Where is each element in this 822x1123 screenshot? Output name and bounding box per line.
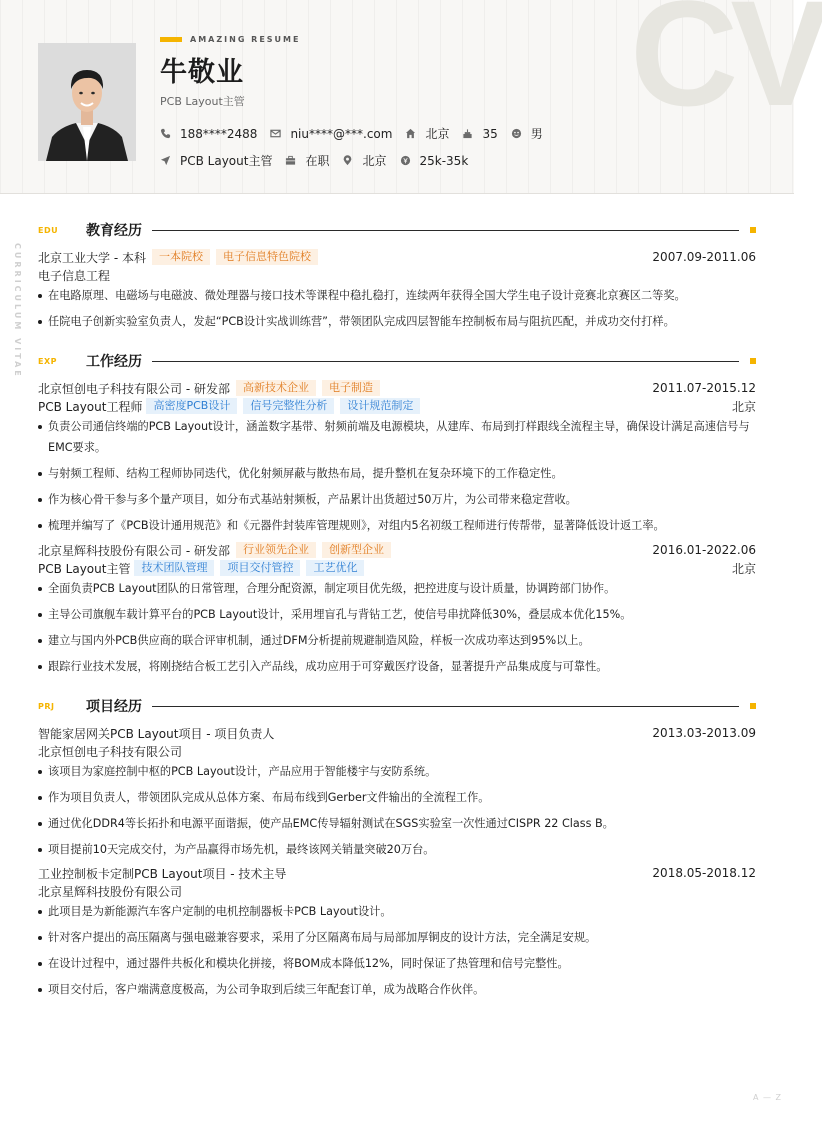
school-tag: 一本院校 [152,249,210,265]
intent-position-text: PCB Layout主管 [180,154,273,168]
work-entry [38,380,756,541]
job-role: PCB Layout工程师 [38,399,143,414]
gender-item [511,125,543,142]
project-entry-header [38,725,756,741]
project-date: 2018.05-2018.12 [652,866,756,880]
list-item: 项目交付后，客户端满意度极高，为公司争取到后续三年配套订单，成为战略合作伙伴。 [38,979,756,1000]
phone-text: 188****2488 [180,126,258,141]
company-tag: 行业领先企业 [236,542,316,558]
section-title: 工作经历 [86,354,142,370]
portrait-image [38,43,136,161]
footer-mark: A — Z [753,1093,783,1102]
work-city: 北京 [731,561,756,576]
project-name: 工业控制板卡定制PCB Layout项目 - 技术主导 [38,866,287,881]
project-date: 2013.03-2013.09 [652,726,756,740]
candidate-name: 牛敬业 [160,57,244,88]
skill-tag: 项目交付管控 [220,560,300,576]
project-bullets [38,761,756,860]
school-name: 北京工业大学 - 本科 [38,250,146,265]
intent-city-text: 北京 [362,154,387,168]
resume-header [0,0,822,194]
project-entry-header [38,865,756,881]
work-section-header [38,351,756,371]
gender-icon [511,128,522,139]
project-entry [38,725,756,865]
education-entry [38,249,756,337]
work-bullets [38,578,756,677]
home-icon [405,128,416,139]
intent-city-item [342,152,386,169]
accent-bar [160,37,182,42]
work-date: 2011.07-2015.12 [652,381,756,395]
contact-row [160,125,556,142]
project-company-row [38,883,756,899]
list-item: 跟踪行业技术发展，将刚挠结合板工艺引入产品线，成功应用于可穿戴医疗设备，显著提升产品集成度与可靠性。 [38,656,756,677]
skill-tag: 设计规范制定 [340,398,420,414]
education-section-header [38,220,756,240]
work-role-row [38,560,756,576]
send-icon [160,155,171,166]
resume-tagline [160,35,300,44]
education-bullets [38,285,756,332]
work-entry [38,542,756,682]
briefcase-icon [285,155,296,166]
project-company: 北京恒创电子科技有限公司 [38,744,183,759]
tagline-text: AMAZING RESUME [190,35,301,44]
list-item: 在设计过程中，通过器件共板化和模块化拼接，将BOM成本降低12%，同时保证了热管理和信号完整性。 [38,953,756,974]
section-abbr: EDU [38,225,59,235]
company-name: 北京恒创电子科技有限公司 - 研发部 [38,381,230,396]
project-company: 北京星辉科技股份有限公司 [38,884,183,899]
location-pin-icon [342,155,353,166]
project-company-row [38,743,756,759]
section-divider [152,361,739,362]
email-item [270,127,392,141]
intent-position-item [160,152,272,169]
list-item: 针对客户提出的高压隔离与强电磁兼容要求，采用了分区隔离布局与局部加厚铜皮的设计方法，完全满足安规。 [38,927,756,948]
salary-item [400,154,469,168]
list-item: 任院电子创新实验室负责人，发起“PCB设计实战训练营”，带领团队完成四层智能车控制板布局与阻抗匹配，并成功交付打样。 [38,311,756,332]
list-item: 项目提前10天完成交付，为产品赢得市场先机，最终该网关销量突破20万台。 [38,839,756,860]
salary-text: 25k-35k [419,153,469,168]
list-item: 与射频工程师、结构工程师协同迭代，优化射频屏蔽与散热布局，提升整机在复杂环境下的工作稳定性。 [38,463,756,484]
list-item: 作为项目负责人，带领团队完成从总体方案、布局布线到Gerber文件输出的全流程工作。 [38,787,756,808]
job-intent-row [160,152,481,169]
work-date: 2016.01-2022.06 [652,543,756,557]
company-name: 北京星辉科技股份有限公司 - 研发部 [38,543,230,558]
mail-icon [270,128,281,139]
residence-text: 北京 [425,127,450,141]
job-status-text: 在职 [305,154,330,168]
list-item: 该项目为家庭控制中枢的PCB Layout设计，产品应用于智能楼宇与安防系统。 [38,761,756,782]
major: 电子信息工程 [38,268,111,283]
profile-photo [38,43,136,161]
list-item: 负责公司通信终端的PCB Layout设计，涵盖数字基带、射频前端及电源模块，从建库、布局到打样跟线全流程主导，确保设计满足高速信号与EMC要求。 [38,416,756,458]
list-item: 在电路原理、电磁场与电磁波、微处理器与接口技术等课程中稳扎稳打，连续两年获得全国大学生电子设计竞赛北京赛区二等奖。 [38,285,756,306]
section-title: 教育经历 [86,223,142,239]
work-city: 北京 [731,399,756,414]
work-role-row [38,398,756,414]
age-item [462,127,497,141]
list-item: 通过优化DDR4等长拓扑和电源平面谐振，使产品EMC传导辐射测试在SGS实验室一次性通过CISPR 22 Class B。 [38,813,756,834]
company-tag: 高新技术企业 [236,380,316,396]
list-item: 作为核心骨干参与多个量产项目，如分布式基站射频板，产品累计出货超过50万片，为公司带来稳定营收。 [38,489,756,510]
section-title: 项目经历 [86,699,142,715]
project-name: 智能家居网关PCB Layout项目 - 项目负责人 [38,726,275,741]
coin-icon [400,155,411,166]
cake-icon [462,128,473,139]
section-dot [750,703,756,709]
age-text: 35 [482,126,498,141]
gender-text: 男 [530,127,543,141]
list-item: 全面负责PCB Layout团队的日常管理，合理分配资源，制定项目优先级，把控进度与设计质量，协调跨部门协作。 [38,578,756,599]
list-item: 此项目是为新能源汽车客户定制的电机控制器板卡PCB Layout设计。 [38,901,756,922]
job-role: PCB Layout主管 [38,561,131,576]
school-tag: 电子信息特色院校 [216,249,318,265]
side-vertical-label: CURRICULUM VITAE [13,243,22,379]
list-item: 建立与国内外PCB供应商的联合评审机制，通过DFM分析提前规避制造风险，样板一次成功率达到95%以上。 [38,630,756,651]
skill-tag: 信号完整性分析 [243,398,334,414]
job-status-item [285,152,329,169]
project-entry [38,865,756,1005]
project-bullets [38,901,756,1000]
section-abbr: PRJ [38,701,55,711]
education-entry-header [38,249,756,265]
phone-item [160,127,257,141]
email-text: niu****@***.com [290,126,393,141]
work-bullets [38,416,756,536]
section-divider [152,706,739,707]
company-tag: 电子制造 [322,380,380,396]
section-abbr: EXP [38,356,57,366]
candidate-position: PCB Layout主管 [160,95,245,108]
skill-tag: 高密度PCB设计 [146,398,237,414]
list-item: 主导公司旗舰车载计算平台的PCB Layout设计，采用埋盲孔与背钻工艺，使信号串扰降低30%，叠层成本优化15%。 [38,604,756,625]
residence-item [405,125,449,142]
project-section-header [38,696,756,716]
cv-watermark: CV [630,0,822,137]
skill-tag: 技术团队管理 [134,560,214,576]
section-dot [750,358,756,364]
work-entry-header [38,380,756,396]
phone-icon [160,128,171,139]
section-dot [750,227,756,233]
education-major-row [38,267,756,283]
list-item: 梳理并编写了《PCB设计通用规范》和《元器件封装库管理规则》，对组内5名初级工程师进行传帮带，显著降低设计返工率。 [38,515,756,536]
skill-tag: 工艺优化 [306,560,364,576]
work-entry-header [38,542,756,558]
section-divider [152,230,739,231]
education-date: 2007.09-2011.06 [652,250,756,264]
company-tag: 创新型企业 [322,542,391,558]
